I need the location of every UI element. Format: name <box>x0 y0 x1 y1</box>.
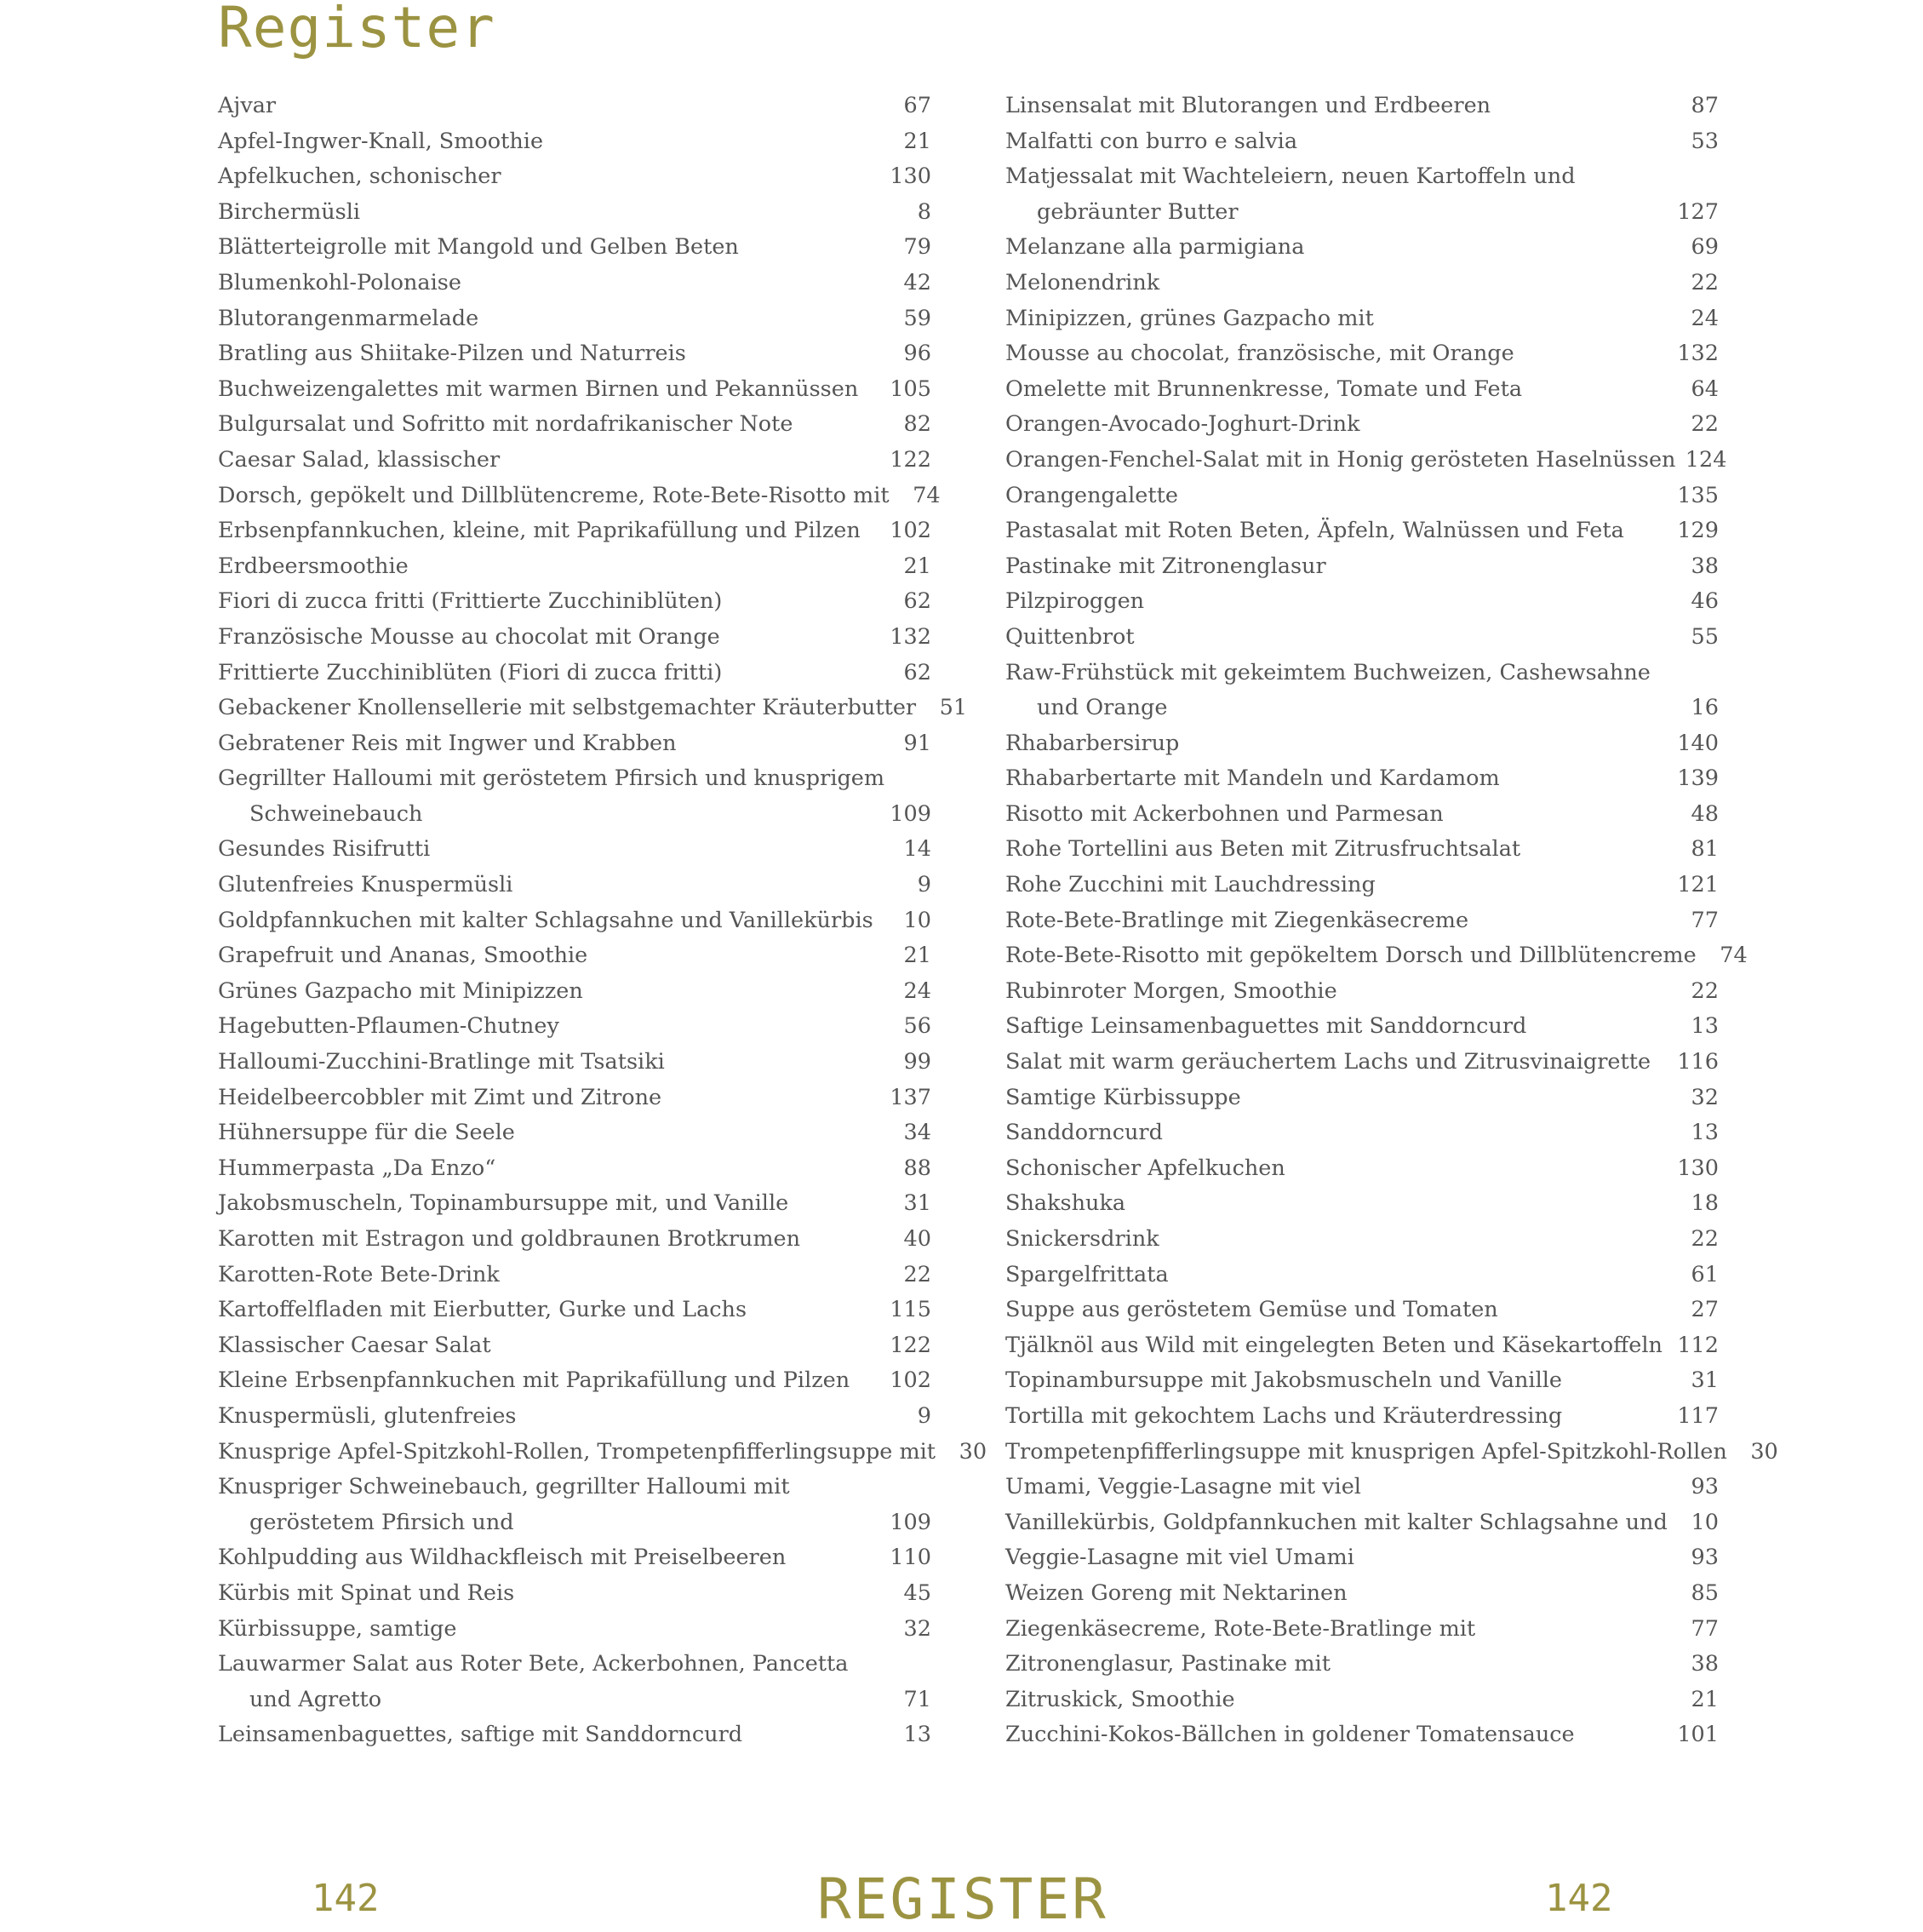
index-entry-page: 22 <box>1691 269 1719 295</box>
index-entry-label: Ajvar <box>218 93 277 118</box>
index-entry <box>1005 124 1719 160</box>
index-entry-label: Apfel-Ingwer-Knall, Smoothie <box>218 128 544 154</box>
index-entry-label: Blätterteigrolle mit Mangold und Gelben Beten <box>218 234 739 261</box>
index-entry-label: Zitronenglasur, Pastinake mit <box>1005 1651 1331 1677</box>
index-entry-label: Spargelfrittata <box>1005 1261 1169 1287</box>
index-entry-label: Gebackener Knollensellerie mit selbstgemachter Kräuterbutter <box>218 695 917 721</box>
index-entry-page: 21 <box>903 943 931 969</box>
index-entry <box>218 974 931 1010</box>
index-entry-label: Erbsenpfannkuchen, kleine, mit Paprikafüllung und Pilzen <box>218 518 861 544</box>
index-entry-page: 139 <box>1677 765 1719 792</box>
index-entry <box>1005 1258 1719 1293</box>
index-entry-page: 40 <box>903 1226 931 1252</box>
index-entry-label: Jakobsmuscheln, Topinambursuppe mit, und Vanille <box>218 1190 789 1217</box>
index-entry <box>1005 1186 1719 1222</box>
index-entry-page: 27 <box>1691 1297 1719 1323</box>
index-entry-page: 31 <box>903 1190 931 1217</box>
index-entry-label: Pastasalat mit Roten Beten, Äpfeln, Walnüssen und Feta <box>1005 518 1624 544</box>
index-entry <box>1005 195 1719 231</box>
index-entry <box>1005 1293 1719 1328</box>
index-entry-page: 102 <box>890 518 931 544</box>
index-entry-page: 48 <box>1691 800 1719 827</box>
index-entry-page: 99 <box>903 1049 931 1075</box>
index-entry-label: Shakshuka <box>1005 1190 1126 1217</box>
index-entry <box>1005 230 1719 266</box>
index-entry <box>1005 1647 1719 1683</box>
index-entry-label: Samtige Kürbissuppe <box>1005 1084 1241 1110</box>
index-entry-label: Hühnersuppe für die Seele <box>218 1120 515 1146</box>
index-entry <box>218 1328 931 1364</box>
index-entry-page: 105 <box>890 376 931 402</box>
index-entry-label: Gesundes Risifrutti <box>218 836 431 863</box>
index-entry <box>218 479 941 514</box>
index-entry-label: Bulgursalat und Sofritto mit nordafrikanischer Note <box>218 411 793 438</box>
index-entry-label: Salat mit warm geräuchertem Lachs und Zitrusvinaigrette <box>1005 1049 1651 1075</box>
index-entry-label: Gegrillter Halloumi mit geröstetem Pfirsich und knusprigem <box>218 765 885 792</box>
index-entry-label: Buchweizengalettes mit warmen Birnen und Pekannüssen <box>218 376 859 402</box>
index-entry <box>218 1293 931 1328</box>
index-entry <box>1005 1470 1719 1505</box>
index-entry-label: Raw-Frühstück mit gekeimtem Buchweizen, Cashewsahne <box>1005 659 1651 685</box>
index-entry-page: 62 <box>903 659 931 685</box>
index-entry <box>1005 1045 1719 1081</box>
index-entry-label: Karotten-Rote Bete-Drink <box>218 1261 500 1287</box>
index-entry-page: 79 <box>903 234 931 261</box>
index-entry <box>1005 656 1719 691</box>
index-entry-label: Kürbissuppe, samtige <box>218 1615 457 1642</box>
index-entry-page: 96 <box>903 341 931 367</box>
index-entry-label: Rhabarbersirup <box>1005 730 1180 756</box>
index-entry <box>1005 1540 1719 1576</box>
index-entry <box>1005 1576 1719 1612</box>
index-entry <box>1005 1505 1719 1541</box>
index-entry-label: Quittenbrot <box>1005 623 1135 650</box>
index-entry-page: 85 <box>1691 1579 1719 1606</box>
index-entry-label: Goldpfannkuchen mit kalter Schlagsahne und Vanillekürbis <box>218 907 873 933</box>
page-title: Register <box>218 0 495 60</box>
index-entry-label: Topinambursuppe mit Jakobsmuscheln und Vanille <box>1005 1367 1562 1394</box>
index-entry-page: 91 <box>903 730 931 756</box>
index-entry-page: 64 <box>1691 376 1719 402</box>
index-entry <box>1005 159 1719 195</box>
index-entry <box>218 726 931 762</box>
index-entry-label: Rote-Bete-Risotto mit gepökeltem Dorsch und Dillblütencreme <box>1005 943 1697 969</box>
index-entry-page: 22 <box>1691 977 1719 1004</box>
index-entry-label: Kartoffelfladen mit Eierbutter, Gurke und Lachs <box>218 1297 747 1323</box>
index-entry-page: 53 <box>1691 128 1719 154</box>
index-entry-page: 93 <box>1691 1545 1719 1571</box>
index-entry-label: Matjessalat mit Wachteleiern, neuen Kartoffeln und <box>1005 163 1576 190</box>
index-entry-page: 30 <box>1750 1438 1778 1465</box>
index-entry-label: Dorsch, gepökelt und Dillblütencreme, Rote-Bete-Risotto mit <box>218 482 890 508</box>
index-entry <box>218 372 931 408</box>
index-entry <box>1005 1717 1719 1753</box>
index-entry-label: Snickersdrink <box>1005 1226 1159 1252</box>
index-entry-page: 34 <box>903 1120 931 1146</box>
index-entry <box>218 407 931 443</box>
index-entry <box>1005 301 1719 337</box>
index-entry-page: 115 <box>890 1297 931 1323</box>
index-entry <box>1005 372 1719 408</box>
index-entry-label: Ziegenkäsecreme, Rote-Bete-Bratlinge mit <box>1005 1615 1476 1642</box>
index-entry-label: Risotto mit Ackerbohnen und Parmesan <box>1005 800 1444 827</box>
index-entry <box>1005 336 1719 372</box>
index-entry-label: Französische Mousse au chocolat mit Orange <box>218 623 720 650</box>
index-entry-page: 74 <box>1720 943 1748 969</box>
index-entry-page: 77 <box>1691 907 1719 933</box>
index-entry <box>1005 1683 1719 1718</box>
index-entry-label: Rote-Bete-Bratlinge mit Ziegenkäsecreme <box>1005 907 1469 933</box>
index-entry-page: 88 <box>903 1155 931 1181</box>
index-entry-label: Mousse au chocolat, französische, mit Orange <box>1005 341 1514 367</box>
index-entry-label: Leinsamenbaguettes, saftige mit Sanddorncurd <box>218 1722 743 1748</box>
index-entry-page: 22 <box>1691 411 1719 438</box>
index-entry-page: 135 <box>1677 482 1719 508</box>
index-entry-label: Melanzane alla parmigiana <box>1005 234 1305 261</box>
index-entry-label: Orangen-Avocado-Joghurt-Drink <box>1005 411 1360 438</box>
index-entry-label: Apfelkuchen, schonischer <box>218 163 501 190</box>
index-entry-label: Heidelbeercobbler mit Zimt und Zitrone <box>218 1084 662 1110</box>
index-entry-label: Schweinebauch <box>249 800 423 827</box>
index-entry <box>1005 691 1719 726</box>
index-entry-label: Sanddorncurd <box>1005 1120 1163 1146</box>
index-entry-page: 93 <box>1691 1474 1719 1500</box>
index-entry-page: 42 <box>903 269 931 295</box>
index-entry-label: Frittierte Zucchiniblüten (Fiori di zucca fritti) <box>218 659 723 685</box>
index-entry-label: Rubinroter Morgen, Smoothie <box>1005 977 1337 1004</box>
index-entry-page: 51 <box>939 695 968 721</box>
index-entry-page: 82 <box>903 411 931 438</box>
footer-section-title: REGISTER <box>817 1866 1108 1932</box>
index-entry-label: Vanillekürbis, Goldpfannkuchen mit kalter Schlagsahne und <box>1005 1509 1668 1535</box>
index-column-right <box>1005 89 1778 1753</box>
index-entry-page: 13 <box>1691 1120 1719 1146</box>
index-entry-page: 56 <box>903 1013 931 1040</box>
index-entry-label: Umami, Veggie-Lasagne mit viel <box>1005 1474 1361 1500</box>
index-entry-label: Blutorangenmarmelade <box>218 305 479 331</box>
index-entry <box>1005 938 1748 974</box>
index-entry-label: Rohe Zucchini mit Lauchdressing <box>1005 872 1376 898</box>
index-entry <box>218 1647 931 1683</box>
index-entry-page: 18 <box>1691 1190 1719 1217</box>
index-entry-label: Klassischer Caesar Salat <box>218 1332 491 1358</box>
index-entry-page: 69 <box>1691 234 1719 261</box>
index-entry-page: 38 <box>1691 553 1719 579</box>
index-entry-label: Kohlpudding aus Wildhackfleisch mit Preiselbeeren <box>218 1545 787 1571</box>
index-entry-page: 38 <box>1691 1651 1719 1677</box>
index-entry <box>218 195 931 231</box>
index-entry <box>1005 584 1719 620</box>
index-entry-label: Melonendrink <box>1005 269 1160 295</box>
index-entry-page: 122 <box>890 1332 931 1358</box>
index-entry-label: Bratling aus Shiitake-Pilzen und Naturreis <box>218 341 686 367</box>
index-entry <box>1005 89 1719 124</box>
index-entry <box>1005 1151 1719 1187</box>
index-entry <box>1005 479 1719 514</box>
index-entry-page: 21 <box>903 553 931 579</box>
index-entry-label: Hummerpasta „Da Enzo“ <box>218 1155 496 1181</box>
index-entry <box>218 1399 931 1435</box>
index-entry-label: Zitruskick, Smoothie <box>1005 1686 1235 1712</box>
index-entry <box>218 1186 931 1222</box>
index-entry <box>218 1009 931 1045</box>
index-entry <box>218 691 968 726</box>
index-entry <box>1005 549 1719 585</box>
index-entry-page: 101 <box>1677 1722 1719 1748</box>
index-entry-page: 132 <box>890 623 931 650</box>
index-entry-page: 102 <box>890 1367 931 1394</box>
index-entry-page: 130 <box>1677 1155 1719 1181</box>
index-entry <box>1005 761 1719 797</box>
index-entry <box>1005 797 1719 833</box>
index-entry-label: Birchermüsli <box>218 198 361 225</box>
index-entry-page: 110 <box>890 1545 931 1571</box>
index-entry-label: Hagebutten-Pflaumen-Chutney <box>218 1013 559 1040</box>
index-entry-page: 30 <box>959 1438 987 1465</box>
index-entry-label: Gebratener Reis mit Ingwer und Krabben <box>218 730 677 756</box>
index-entry-label: Knusprige Apfel-Spitzkohl-Rollen, Trompetenpfifferlingsuppe mit <box>218 1438 936 1465</box>
index-entry <box>218 1505 931 1541</box>
index-entry <box>1005 1115 1719 1151</box>
index-entry-label: Erdbeersmoothie <box>218 553 409 579</box>
index-entry <box>1005 974 1719 1010</box>
index-entry-label: Saftige Leinsamenbaguettes mit Sanddorncurd <box>1005 1013 1527 1040</box>
index-entry <box>218 868 931 903</box>
index-entry <box>218 89 931 124</box>
index-entry-page: 67 <box>903 93 931 118</box>
index-entry-label: gebräunter Butter <box>1037 198 1239 225</box>
index-entry-label: Tortilla mit gekochtem Lachs und Kräuterdressing <box>1005 1402 1563 1429</box>
index-entry-label: Omelette mit Brunnenkresse, Tomate und Feta <box>1005 376 1523 402</box>
index-entry-label: Karotten mit Estragon und goldbraunen Brotkrumen <box>218 1226 801 1252</box>
index-entry-label: Schonischer Apfelkuchen <box>1005 1155 1285 1181</box>
index-entry <box>218 301 931 337</box>
index-entry-page: 74 <box>913 482 941 508</box>
index-entry-page: 21 <box>903 128 931 154</box>
index-entry <box>218 903 931 939</box>
index-entry-page: 132 <box>1677 341 1719 367</box>
index-entry-page: 32 <box>903 1615 931 1642</box>
index-entry <box>218 1540 931 1576</box>
index-entry-label: Orangen-Fenchel-Salat mit in Honig gerösteten Haselnüssen <box>1005 446 1676 473</box>
index-entry-page: 59 <box>903 305 931 331</box>
index-entry-label: Pilzpiroggen <box>1005 588 1145 615</box>
index-entry <box>1005 266 1719 301</box>
index-entry-label: geröstetem Pfirsich und <box>249 1509 514 1535</box>
index-entry-page: 21 <box>1691 1686 1719 1712</box>
index-entry <box>1005 1081 1719 1116</box>
index-entry-page: 71 <box>903 1686 931 1712</box>
index-entry-label: Lauwarmer Salat aus Roter Bete, Ackerbohnen, Pancetta <box>218 1651 849 1677</box>
index-entry-page: 109 <box>890 800 931 827</box>
index-entry-label: Rhabarbertarte mit Mandeln und Kardamom <box>1005 765 1500 792</box>
index-entry-page: 22 <box>1691 1226 1719 1252</box>
index-entry <box>218 1717 931 1753</box>
index-entry <box>218 549 931 585</box>
index-entry-label: Grünes Gazpacho mit Minipizzen <box>218 977 583 1004</box>
index-entry <box>218 1435 987 1470</box>
index-entry <box>1005 832 1719 868</box>
index-entry-label: Blumenkohl-Polonaise <box>218 269 461 295</box>
index-entry <box>218 266 931 301</box>
index-entry-label: und Orange <box>1037 695 1168 721</box>
index-entry <box>218 1081 931 1116</box>
index-entry <box>1005 407 1719 443</box>
index-entry <box>1005 443 1727 479</box>
index-entry <box>218 230 931 266</box>
index-entry <box>218 656 931 691</box>
index-entry <box>218 1363 931 1399</box>
index-entry-page: 32 <box>1691 1084 1719 1110</box>
index-entry <box>218 1470 931 1505</box>
page-number-left: 142 <box>312 1877 380 1920</box>
index-entry <box>218 938 931 974</box>
index-entry-page: 140 <box>1677 730 1719 756</box>
index-entry-page: 10 <box>903 907 931 933</box>
index-entry-label: Orangengalette <box>1005 482 1178 508</box>
index-entry-page: 16 <box>1691 695 1719 721</box>
index-entry-label: Trompetenpfifferlingsuppe mit knusprigen Apfel-Spitzkohl-Rollen <box>1005 1438 1727 1465</box>
index-entry-label: Grapefruit und Ananas, Smoothie <box>218 943 588 969</box>
index-entry-page: 122 <box>890 446 931 473</box>
index-entry-page: 13 <box>903 1722 931 1748</box>
index-entry <box>1005 513 1719 549</box>
index-entry <box>1005 620 1719 656</box>
index-entry <box>1005 726 1719 762</box>
index-entry-page: 109 <box>890 1509 931 1535</box>
index-entry-page: 137 <box>890 1084 931 1110</box>
index-entry <box>218 1115 931 1151</box>
index-entry-page: 112 <box>1677 1332 1719 1358</box>
index-entry <box>218 443 931 479</box>
index-entry-label: Kleine Erbsenpfannkuchen mit Paprikafüllung und Pilzen <box>218 1367 850 1394</box>
index-entry-label: Fiori di zucca fritti (Frittierte Zucchiniblüten) <box>218 588 723 615</box>
index-entry <box>218 1151 931 1187</box>
index-entry-label: und Agretto <box>249 1686 382 1712</box>
index-entry-page: 46 <box>1691 588 1719 615</box>
index-entry <box>1005 868 1719 903</box>
index-entry <box>218 124 931 160</box>
index-column-left <box>218 89 987 1753</box>
index-entry <box>1005 1328 1719 1364</box>
index-entry <box>218 513 931 549</box>
index-entry <box>218 1222 931 1258</box>
index-entry-page: 9 <box>917 1402 931 1429</box>
index-entry-label: Knuspriger Schweinebauch, gegrillter Halloumi mit <box>218 1474 790 1500</box>
index-entry-label: Zucchini-Kokos-Bällchen in goldener Tomatensauce <box>1005 1722 1575 1748</box>
index-entry <box>1005 1612 1719 1648</box>
index-entry-label: Rohe Tortellini aus Beten mit Zitrusfruchtsalat <box>1005 836 1521 863</box>
index-entry-page: 124 <box>1685 446 1727 473</box>
index-entry <box>218 336 931 372</box>
index-entry-page: 10 <box>1691 1509 1719 1535</box>
index-entry <box>218 761 931 797</box>
index-entry <box>1005 1009 1719 1045</box>
index-entry-label: Weizen Goreng mit Nektarinen <box>1005 1579 1348 1606</box>
index-entry-page: 31 <box>1691 1367 1719 1394</box>
index-entry <box>1005 903 1719 939</box>
index-entry-page: 55 <box>1691 623 1719 650</box>
index-entry-label: Kürbis mit Spinat und Reis <box>218 1579 515 1606</box>
index-entry <box>1005 1363 1719 1399</box>
index-entry-page: 77 <box>1691 1615 1719 1642</box>
index-entry-page: 22 <box>903 1261 931 1287</box>
index-entry-page: 127 <box>1677 198 1719 225</box>
index-entry-page: 129 <box>1677 518 1719 544</box>
index-entry <box>218 1045 931 1081</box>
index-entry <box>218 1576 931 1612</box>
index-entry-label: Glutenfreies Knuspermüsli <box>218 872 513 898</box>
index-entry-page: 8 <box>917 198 931 225</box>
index-entry-page: 116 <box>1677 1049 1719 1075</box>
index-entry <box>1005 1222 1719 1258</box>
index-entry <box>218 159 931 195</box>
index-entry-page: 87 <box>1691 93 1719 118</box>
index-entry <box>218 1683 931 1718</box>
index-entry-label: Malfatti con burro e salvia <box>1005 128 1298 154</box>
index-entry <box>218 1612 931 1648</box>
index-entry-page: 117 <box>1677 1402 1719 1429</box>
index-entry <box>218 797 931 833</box>
index-entry-label: Pastinake mit Zitronenglasur <box>1005 553 1326 579</box>
index-entry-label: Minipizzen, grünes Gazpacho mit <box>1005 305 1374 331</box>
index-entry <box>218 832 931 868</box>
index-entry <box>1005 1399 1719 1435</box>
index-entry-label: Linsensalat mit Blutorangen und Erdbeeren <box>1005 93 1491 118</box>
index-entry-label: Knuspermüsli, glutenfreies <box>218 1402 517 1429</box>
index-entry-label: Veggie-Lasagne mit viel Umami <box>1005 1545 1354 1571</box>
index-entry <box>1005 1435 1778 1470</box>
index-entry <box>218 584 931 620</box>
index-entry-page: 24 <box>1691 305 1719 331</box>
index-entry-page: 9 <box>917 872 931 898</box>
index-entry-page: 13 <box>1691 1013 1719 1040</box>
index-entry-page: 24 <box>903 977 931 1004</box>
index-entry-label: Halloumi-Zucchini-Bratlinge mit Tsatsiki <box>218 1049 665 1075</box>
index-entry-page: 130 <box>890 163 931 190</box>
index-entry-label: Suppe aus geröstetem Gemüse und Tomaten <box>1005 1297 1498 1323</box>
index-entry <box>218 1258 931 1293</box>
page-number-right: 142 <box>1545 1877 1613 1920</box>
index-entry-label: Caesar Salad, klassischer <box>218 446 501 473</box>
index-entry-page: 62 <box>903 588 931 615</box>
index-entry-page: 45 <box>903 1579 931 1606</box>
index-entry-page: 61 <box>1691 1261 1719 1287</box>
index-entry-page: 121 <box>1677 872 1719 898</box>
index-entry <box>218 620 931 656</box>
index-entry-page: 81 <box>1691 836 1719 863</box>
index-entry-page: 14 <box>903 836 931 863</box>
index-entry-label: Tjälknöl aus Wild mit eingelegten Beten und Käsekartoffeln <box>1005 1332 1663 1358</box>
